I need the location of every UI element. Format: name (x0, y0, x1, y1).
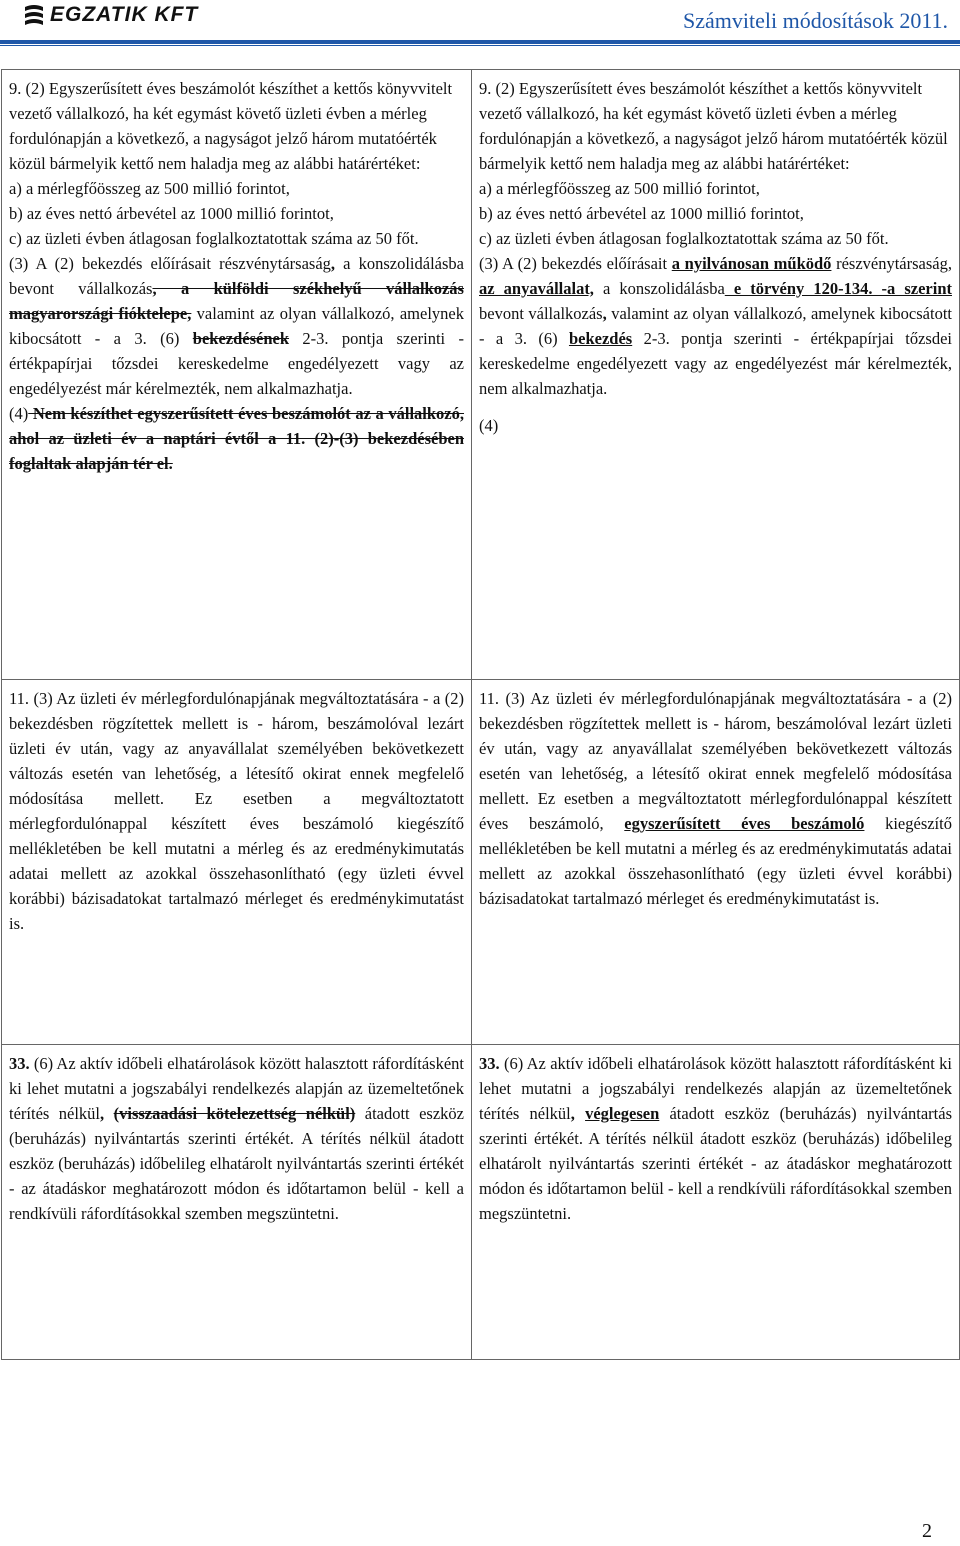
paragraph-2: 9. (2) Egyszerűsített éves beszámolót készíthet a kettős könyvvitelt vezető vállalkozó, ha két egymást követő üzleti évben a mérleg fordulónapján a következő, a nagyságot jelző három mutatóérték közül bármelyik kettő nem haladja meg az alábbi határértéket: (9, 79, 453, 173)
header-rule-thick (0, 40, 960, 44)
paragraph-33-6: 33. (6) Az aktív időbeli elhatárolások között halasztott ráfordításként ki lehet mutatni a jogszabályi rendelkezés alapján az üzemeltetőnek térítés nélkül, véglegesen átadott eszköz (beruházás) nyilvántartás szerinti értékét. A térítés nélkül átadott eszköz (beruházás) időbelileg elhatárolt nyilvántartás szerinti értékét - az átadáskor meghatározott módon és időtartamon belül - kell a rendkívüli ráfordításokkal szemben megszüntetni. (479, 1054, 952, 1223)
list-item-c: c) az üzleti évben átlagosan foglalkoztatottak száma az 50 főt. (9, 229, 419, 248)
new-text-cell (472, 70, 960, 680)
deleted-text: bekezdésének (192, 329, 290, 348)
company-logo (22, 2, 198, 28)
document-title: Számviteli módosítások 2011. (683, 8, 948, 33)
new-text-cell (472, 1045, 960, 1360)
old-text-cell (2, 70, 472, 680)
list-item-b: b) az éves nettó árbevétel az 1000 millió forintot, (479, 204, 804, 223)
old-text-cell (2, 680, 472, 1045)
inserted-text: bekezdés (568, 329, 633, 348)
logo-text: EGZATIK KFT (50, 3, 199, 26)
paragraph-3: (3) A (2) bekezdés előírásait részvénytársaság, a konszolidálásba bevont vállalkozás, a külföldi székhelyű vállalkozás magyarországi fióktelepe, valamint az olyan vállalkozó, amelynek kibocsátott - a 3. (6) bekezdésének 2-3. pontja szerinti - értékpapírjai tőzsdei kereskedelme engedélyezett vagy az engedélyezést már kérelmezték, nem alkalmazhatja. (9, 254, 465, 398)
paragraph-11-3: 11. (3) Az üzleti év mérlegfordulónapjának megváltoztatására - a (2) bekezdésben rögzítettek mellett is - három, beszámolóval lezárt üzleti év után, vagy az anyavállalat személyében bekövetkezett változás esetén van lehetőség, a létesítő okirat ennek megfelelő módosítása mellett. Ez esetben a megváltoztatott mérlegfordulónappal készített éves beszámoló kiegészítő mellékletében be kell mutatni a mérleg és az eredménykimutatás adatai mellett az azokkal összehasonlítható (egy üzleti évvel korábbi) bázisadatokat tartalmazó mérleget és eredménykimutatást is. (9, 689, 464, 933)
paragraph-4: (4) (479, 416, 499, 435)
list-item-a: a) a mérlegfőösszeg az 500 millió forintot, (479, 179, 760, 198)
deleted-text: (visszaadási kötelezettség nélkül) (113, 1104, 356, 1123)
table-row (2, 1045, 960, 1360)
deleted-text: , a külföldi székhelyű vállalkozás magyarországi fióktelepe, (9, 279, 464, 323)
inserted-text: e törvény 120-134. -a szerint (724, 279, 952, 298)
table-row (2, 70, 960, 680)
header-rule-thin (0, 45, 960, 46)
paragraph-11-3: 11. (3) Az üzleti év mérlegfordulónapjának megváltoztatására - a (2) bekezdésben rögzítettek mellett is - három, beszámolóval lezárt üzleti év után, vagy az anyavállalat személyében bekövetkezett változás esetén van lehetőség, a létesítő okirat ennek megfelelő módosítása mellett. Ez esetben a megváltoztatott mérlegfordulónappal készített éves beszámoló, egyszerűsített éves beszámoló kiegészítő mellékletében be kell mutatni a mérleg és az eredménykimutatás adatai mellett az azokkal összehasonlítható (egy üzleti évvel korábbi) bázisadatokat tartalmazó mérleget és eredménykimutatást is. (479, 689, 952, 908)
paragraph-33-6: 33. (6) Az aktív időbeli elhatárolások között halasztott ráfordításként ki lehet mutatni a jogszabályi rendelkezés alapján az üzemeltetőnek térítés nélkül, (visszaadási kötelezettség nélkül) átadott eszköz (beruházás) nyilvántartás szerinti értékét. A térítés nélkül átadott eszköz (beruházás) időbelileg elhatárolt nyilvántartás szerinti értékét - az átadáskor meghatározott módon és időtartamon belül - kell a rendkívüli ráfordításokkal szemben megszüntetni. (9, 1054, 464, 1223)
inserted-text: véglegesen (585, 1104, 660, 1123)
comparison-table (1, 69, 960, 1360)
logo-mark-icon (22, 2, 46, 28)
paragraph-2: 9. (2) Egyszerűsített éves beszámolót készíthet a kettős könyvvitelt vezető vállalkozó, ha két egymást követő üzleti évben a mérleg fordulónapján a következő, a nagyságot jelző három mutatóérték közül bármelyik kettő nem haladja meg az alábbi határértéket: (479, 79, 948, 173)
list-item-b: b) az éves nettó árbevétel az 1000 millió forintot, (9, 204, 334, 223)
paragraph-4: (4) Nem készíthet egyszerűsített éves beszámolót az a vállalkozó, ahol az üzleti év a naptári évtől a 11. (2)-(3) bekezdésében foglaltak alapján tér el. (9, 404, 464, 473)
list-item-a: a) a mérlegfőösszeg az 500 millió forintot, (9, 179, 290, 198)
inserted-text: egyszerűsített éves beszámoló (624, 814, 865, 833)
page-number: 2 (922, 1520, 932, 1542)
page-header (0, 0, 960, 48)
deleted-text: Nem készíthet egyszerűsített éves beszámolót az a vállalkozó, ahol az üzleti év a naptári évtől a 11. (2)-(3) bekezdésében foglaltak alapján tér el. (9, 404, 464, 473)
list-item-c: c) az üzleti évben átlagosan foglalkoztatottak száma az 50 főt. (479, 229, 889, 248)
old-text-cell (2, 1045, 472, 1360)
new-text-cell (472, 680, 960, 1045)
inserted-text: a nyilvánosan működő (671, 254, 832, 273)
paragraph-3: (3) A (2) bekezdés előírásait a nyilvánosan működő részvénytársaság, az anyavállalat, a konszolidálásba e törvény 120-134. -a szerint bevont vállalkozás, valamint az olyan vállalkozó, amelynek kibocsátott - a 3. (6) bekezdés 2-3. pontja szerinti - értékpapírjai tőzsdei kereskedelme engedélyezett vagy az engedélyezést már kérelmezték, nem alkalmazhatja. (479, 254, 953, 398)
table-row (2, 680, 960, 1045)
inserted-text: az anyavállalat, (479, 279, 594, 298)
